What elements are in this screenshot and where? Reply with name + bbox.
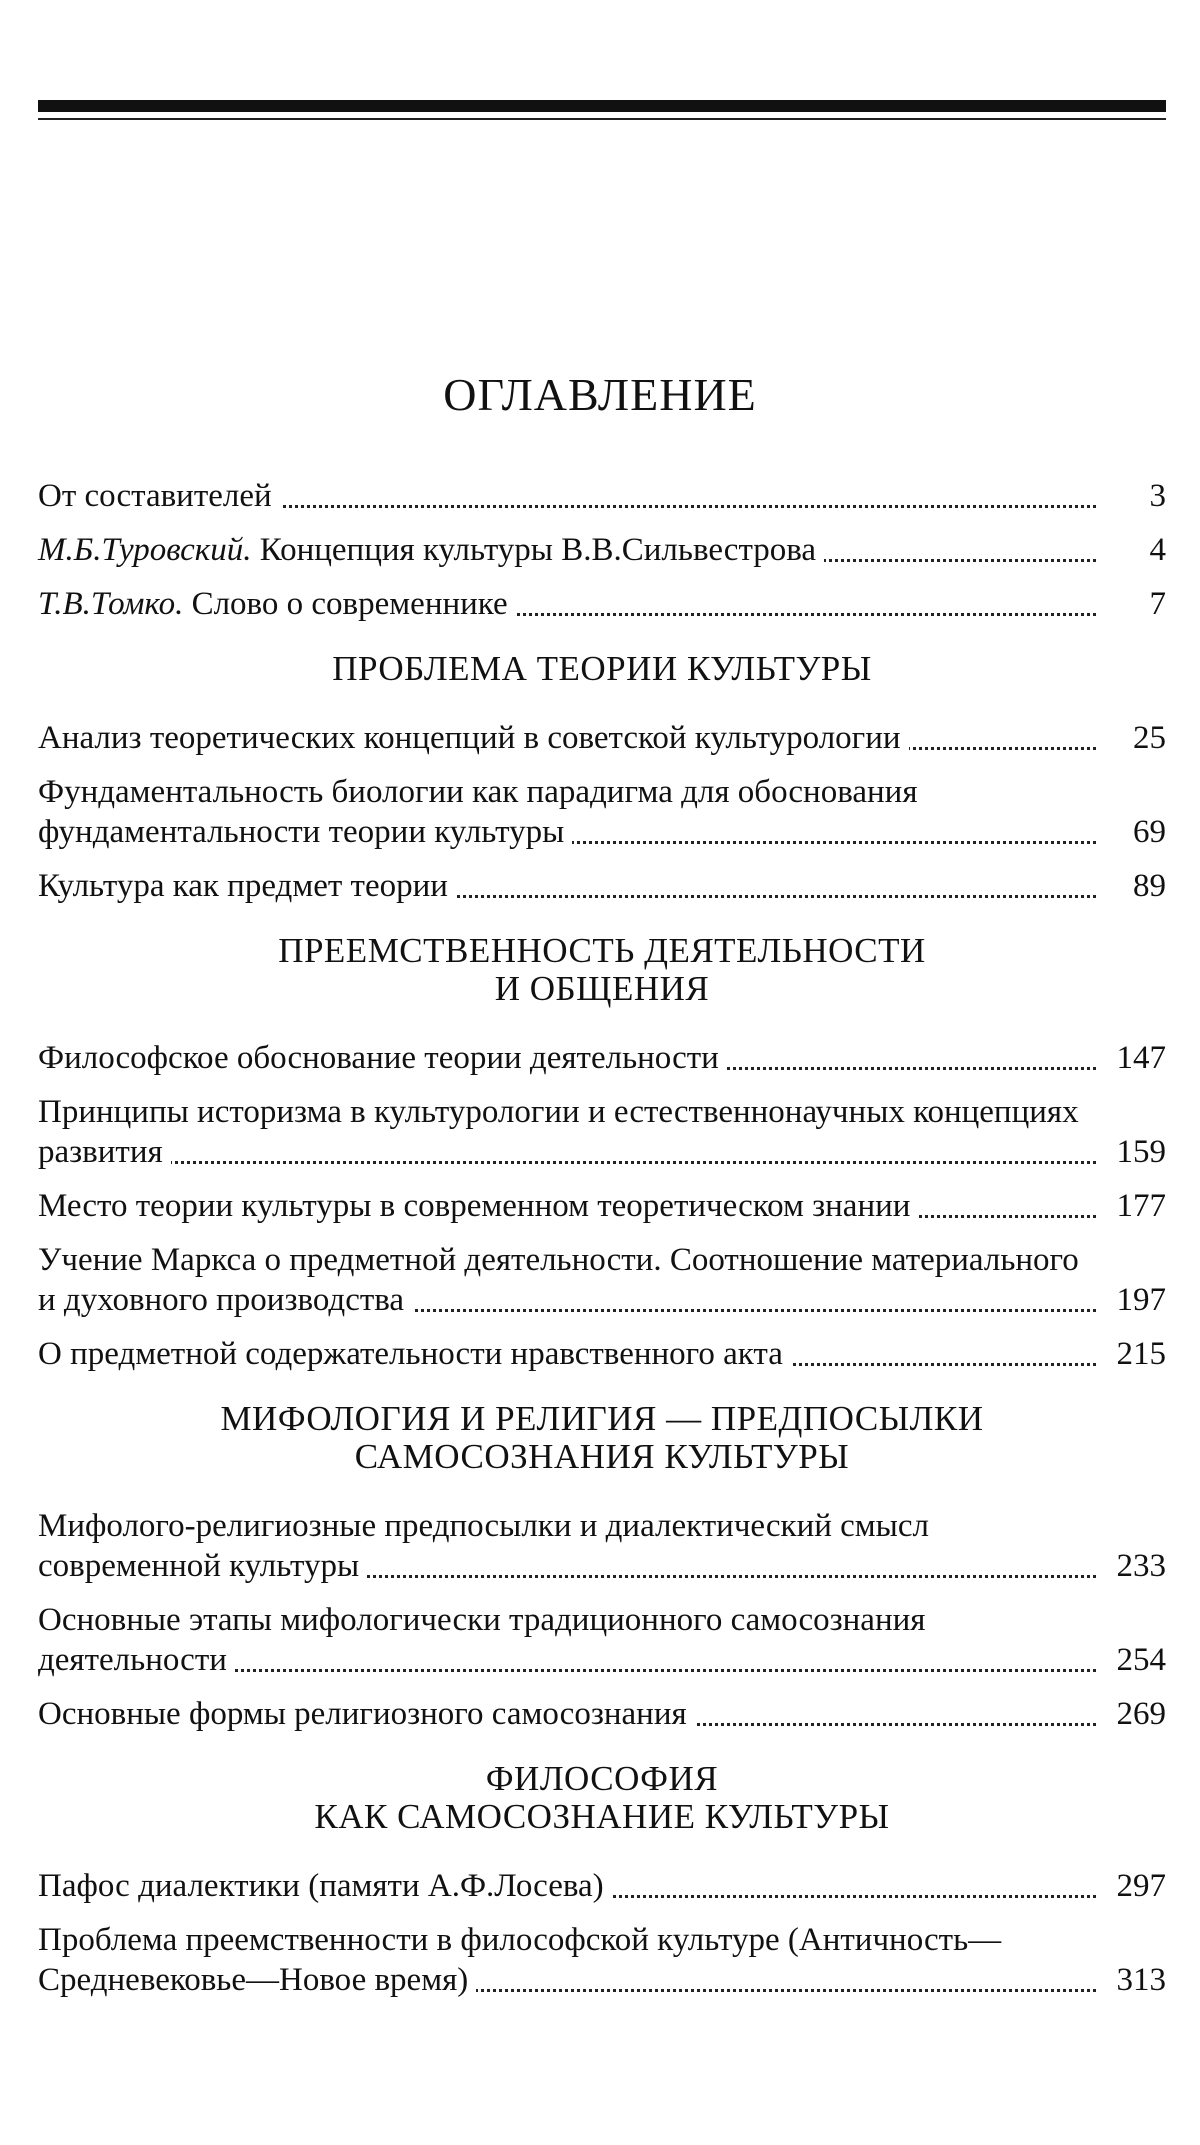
- toc-entry[interactable]: [38, 772, 1166, 852]
- table-of-contents: [38, 476, 1166, 2014]
- section-heading-line: ПРОБЛЕМА ТЕОРИИ КУЛЬТУРЫ: [332, 649, 872, 688]
- entry-title: Учение Маркса о предметной деятельности. Соотношение материального и духовного производства: [38, 1242, 1079, 1318]
- entry-title: От составителей: [38, 478, 272, 514]
- toc-entry[interactable]: [38, 1092, 1166, 1172]
- entry-title: Философское обоснование теории деятельности: [38, 1040, 727, 1076]
- toc-entry[interactable]: [38, 1506, 1166, 1586]
- page-number: 215: [1100, 1334, 1166, 1374]
- section-heading-line: ПРЕЕМСТВЕННОСТЬ ДЕЯТЕЛЬНОСТИ: [278, 931, 926, 970]
- entry-title: Место теории культуры в современном теоретическом знании: [38, 1188, 918, 1224]
- section-heading-line: МИФОЛОГИЯ И РЕЛИГИЯ — ПРЕДПОСЫЛКИ: [220, 1399, 984, 1438]
- section-heading-line: ФИЛОСОФИЯ: [485, 1759, 719, 1798]
- page-number: 269: [1100, 1694, 1166, 1734]
- toc-entry[interactable]: [38, 718, 1166, 758]
- page-number: 313: [1100, 1960, 1166, 2000]
- page-number: 4: [1100, 530, 1166, 570]
- toc-entry[interactable]: [38, 1694, 1166, 1734]
- page-number: 233: [1100, 1546, 1166, 1586]
- dot-leader: [38, 1161, 1096, 1164]
- toc-entry[interactable]: [38, 1240, 1166, 1320]
- page-number: 3: [1100, 476, 1166, 516]
- section-heading: [38, 650, 1166, 688]
- page-number: 177: [1100, 1186, 1166, 1226]
- entry-title: Анализ теоретических концепций в советской культурологии: [38, 720, 909, 756]
- section-heading: [38, 932, 1166, 1008]
- toc-entry[interactable]: [38, 866, 1166, 906]
- section-heading-line: И ОБЩЕНИЯ: [494, 969, 710, 1008]
- entry-title: О предметной содержательности нравственного акта: [38, 1336, 791, 1372]
- entry-title: Основные формы религиозного самосознания: [38, 1696, 695, 1732]
- page-number: 89: [1100, 866, 1166, 906]
- entry-author: Т.В.Томко.: [38, 586, 184, 622]
- page-number: 147: [1100, 1038, 1166, 1078]
- toc-entry[interactable]: [38, 1866, 1166, 1906]
- entry-title: Принципы историзма в культурологии и естественнонаучных концепциях развития: [38, 1094, 1079, 1170]
- toc-entry[interactable]: [38, 584, 1166, 624]
- entry-title: Мифолого-религиозные предпосылки и диалектический смысл современной культуры: [38, 1508, 929, 1584]
- page-number: 254: [1100, 1640, 1166, 1680]
- toc-entry[interactable]: [38, 1334, 1166, 1374]
- section-heading-line: САМОСОЗНАНИЯ КУЛЬТУРЫ: [354, 1437, 850, 1476]
- page-number: 7: [1100, 584, 1166, 624]
- entry-title: Пафос диалектики (памяти А.Ф.Лосева): [38, 1868, 612, 1904]
- toc-entry[interactable]: [38, 1186, 1166, 1226]
- top-rule-thick: [38, 100, 1166, 112]
- page-number: 197: [1100, 1280, 1166, 1320]
- entry-title: Фундаментальность биологии как парадигма для обоснования фундаментальности теории культуры: [38, 774, 918, 850]
- top-rule-thin: [38, 118, 1166, 120]
- entry-title: Слово о современнике: [183, 586, 508, 622]
- page-number: 69: [1100, 812, 1166, 852]
- page-number: 25: [1100, 718, 1166, 758]
- toc-entry[interactable]: [38, 1600, 1166, 1680]
- toc-entry[interactable]: [38, 530, 1166, 570]
- entry-title: Проблема преемственности в философской культуре (Античность—Средневековье—Новое время): [38, 1922, 1002, 1998]
- section-heading: [38, 1760, 1166, 1836]
- page-number: 159: [1100, 1132, 1166, 1172]
- toc-entry[interactable]: [38, 1920, 1166, 2000]
- entry-title: Концепция культуры В.В.Сильвестрова: [251, 532, 817, 568]
- entry-author: М.Б.Туровский.: [38, 532, 252, 568]
- section-heading-line: КАК САМОСОЗНАНИЕ КУЛЬТУРЫ: [314, 1797, 890, 1836]
- entry-title: Культура как предмет теории: [38, 868, 456, 904]
- page-title: ОГЛАВЛЕНИЕ: [443, 369, 757, 420]
- toc-entry[interactable]: [38, 1038, 1166, 1078]
- page-number: 297: [1100, 1866, 1166, 1906]
- toc-entry[interactable]: [38, 476, 1166, 516]
- section-heading: [38, 1400, 1166, 1476]
- entry-title: Основные этапы мифологически традиционного самосознания деятельности: [38, 1602, 926, 1678]
